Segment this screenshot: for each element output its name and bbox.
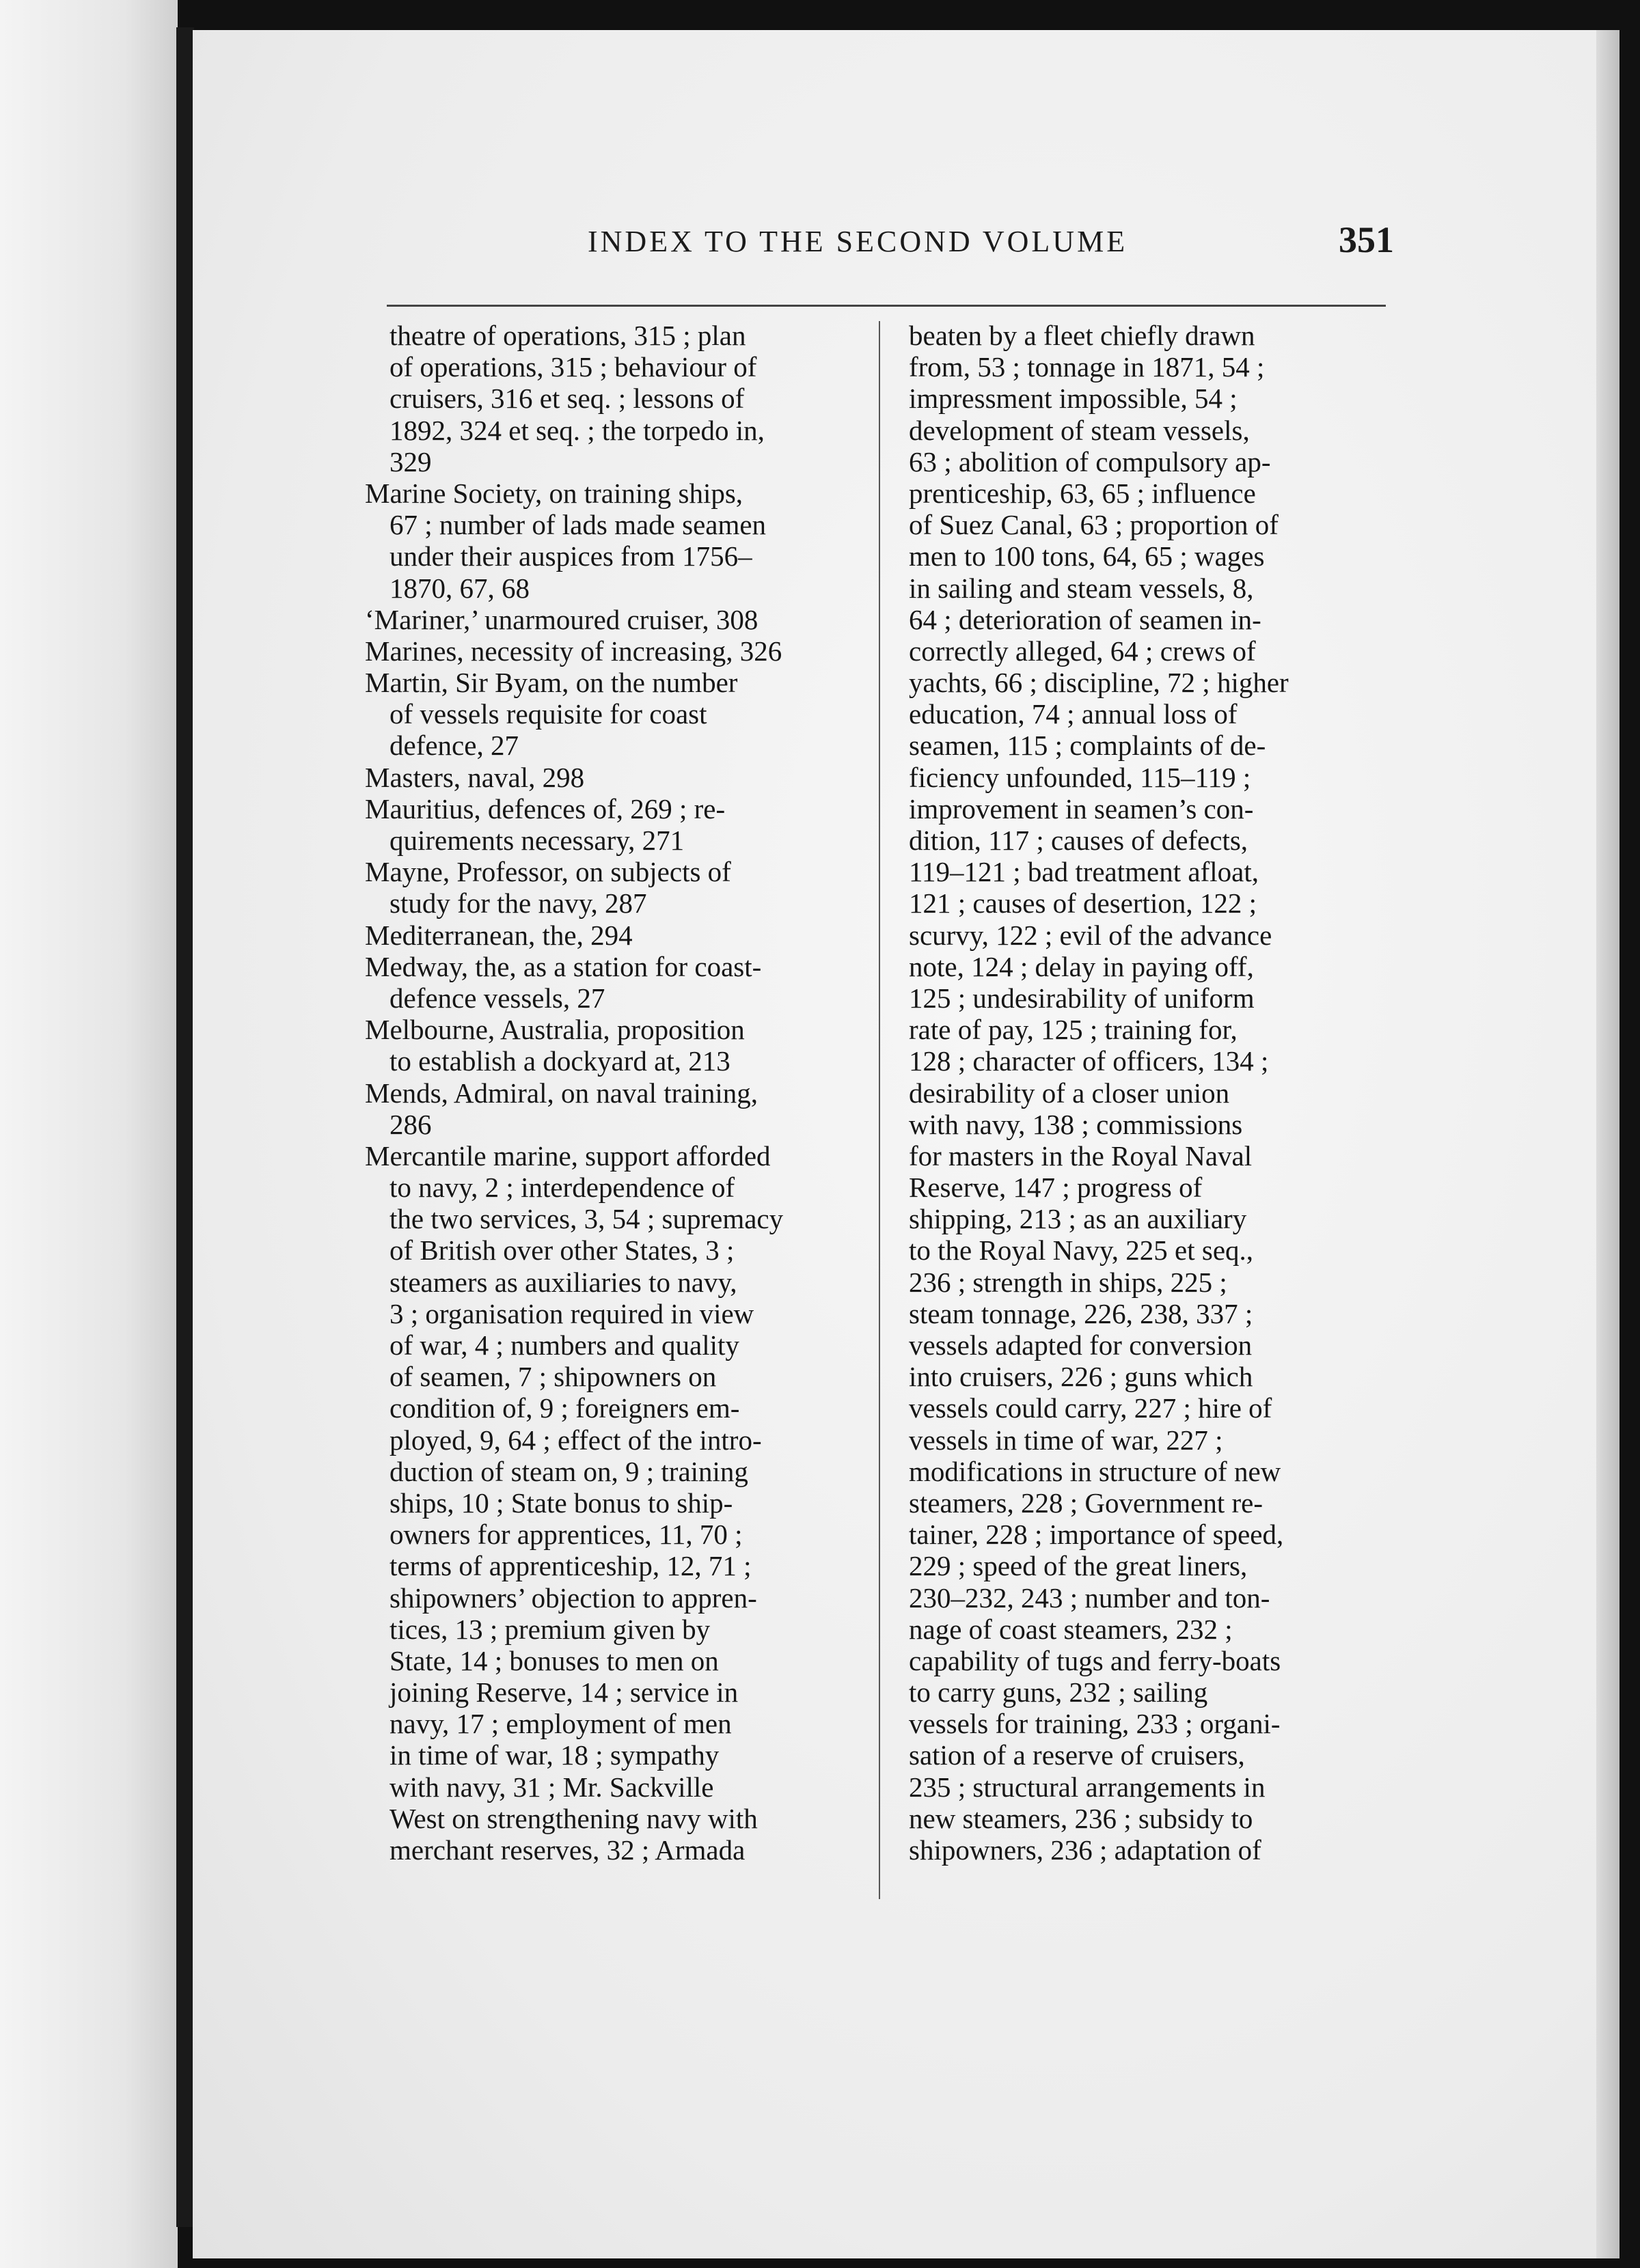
index-line: study for the navy, 287 (390, 887, 647, 919)
index-line: to establish a dockyard at, 213 (390, 1045, 730, 1077)
index-line: 329 (390, 445, 432, 478)
index-line: to the Royal Navy, 225 et seq., (909, 1234, 1254, 1267)
index-line: Melbourne, Australia, proposition (365, 1014, 745, 1046)
index-line: the two services, 3, 54 ; supremacy (390, 1203, 784, 1235)
index-line: seamen, 115 ; complaints of de- (909, 730, 1266, 762)
index-line: capability of tugs and ferry-boats (909, 1644, 1281, 1676)
index-line: in sailing and steam vessels, 8, (909, 572, 1254, 604)
index-line: of vessels requisite for coast (390, 698, 707, 730)
index-line: navy, 17 ; employment of men (390, 1708, 732, 1740)
index-line: tices, 13 ; premium given by (390, 1613, 711, 1645)
index-line: from, 53 ; tonnage in 1871, 54 ; (909, 351, 1265, 383)
index-line: West on strengthening navy with (390, 1802, 758, 1834)
index-line: 63 ; abolition of compulsory ap- (909, 445, 1271, 478)
index-line: scurvy, 122 ; evil of the advance (909, 919, 1272, 951)
index-line: condition of, 9 ; foreigners em- (390, 1392, 740, 1424)
index-line: development of steam vessels, (909, 414, 1250, 446)
index-column-right (909, 320, 1394, 1866)
book-gutter (176, 27, 194, 2227)
index-line: Mediterranean, the, 294 (365, 919, 633, 951)
index-line: Martin, Sir Byam, on the number (365, 667, 738, 699)
index-line: steam tonnage, 226, 238, 337 ; (909, 1297, 1253, 1329)
index-line: 119–121 ; bad treatment afloat, (909, 856, 1259, 888)
header-rule (387, 305, 1386, 307)
index-line: vessels could carry, 227 ; hire of (909, 1392, 1272, 1424)
index-line: Mayne, Professor, on subjects of (365, 856, 731, 888)
page-number: 351 (1339, 219, 1394, 260)
index-line: under their auspices from 1756– (390, 540, 752, 572)
index-line: steamers, 228 ; Government re- (909, 1486, 1263, 1519)
index-line: shipowners, 236 ; adaptation of (909, 1834, 1261, 1866)
index-line: new steamers, 236 ; subsidy to (909, 1802, 1253, 1834)
index-line: merchant reserves, 32 ; Armada (390, 1834, 746, 1866)
index-column-left (365, 320, 857, 1866)
index-line: dition, 117 ; causes of defects, (909, 825, 1248, 856)
index-line: steamers as auxiliaries to navy, (390, 1266, 737, 1298)
index-line: Medway, the, as a station for coast- (365, 950, 762, 982)
index-line: prenticeship, 63, 65 ; influence (909, 477, 1256, 509)
index-line: sation of a reserve of cruisers, (909, 1739, 1245, 1771)
index-line: tainer, 228 ; importance of speed, (909, 1519, 1284, 1551)
index-line: 3 ; organisation required in view (390, 1297, 754, 1329)
index-line: to navy, 2 ; interdependence of (390, 1172, 735, 1204)
running-head: INDEX TO THE SECOND VOLUME (588, 225, 1128, 258)
index-line: shipowners’ objection to appren- (390, 1581, 757, 1614)
index-line: Marine Society, on training ships, (365, 477, 743, 509)
index-line: 1892, 324 et seq. ; the torpedo in, (390, 414, 765, 446)
index-line: 128 ; character of officers, 134 ; (909, 1045, 1269, 1077)
index-line: to carry guns, 232 ; sailing (909, 1676, 1208, 1709)
index-line: 235 ; structural arrangements in (909, 1771, 1266, 1803)
index-line: Mercantile marine, support afforded (365, 1139, 771, 1172)
index-line: improvement in seamen’s con- (909, 792, 1254, 825)
index-line: in time of war, 18 ; sympathy (390, 1739, 720, 1771)
index-line: rate of pay, 125 ; training for, (909, 1014, 1238, 1046)
index-line: 286 (390, 1108, 432, 1140)
index-line: duction of steam on, 9 ; training (390, 1455, 748, 1487)
index-line: Marines, necessity of increasing, 326 (365, 635, 782, 667)
index-line: 1870, 67, 68 (390, 572, 530, 604)
facing-page-edge (0, 0, 178, 2268)
index-line: beaten by a fleet chiefly drawn (909, 320, 1255, 351)
index-line: 67 ; number of lads made seamen (390, 509, 767, 541)
index-line: of Suez Canal, 63 ; proportion of (909, 509, 1279, 541)
index-line: Mends, Admiral, on naval training, (365, 1077, 758, 1109)
index-line: correctly alleged, 64 ; crews of (909, 635, 1256, 667)
index-line: theatre of operations, 315 ; plan (390, 320, 746, 351)
index-line: of war, 4 ; numbers and quality (390, 1329, 739, 1361)
index-line: defence, 27 (390, 730, 519, 762)
index-line: cruisers, 316 et seq. ; lessons of (390, 383, 745, 415)
index-line: 236 ; strength in ships, 225 ; (909, 1266, 1227, 1298)
column-divider (879, 321, 880, 1899)
index-line: of operations, 315 ; behaviour of (390, 351, 757, 383)
index-line: 64 ; deterioration of seamen in- (909, 603, 1261, 635)
index-line: 230–232, 243 ; number and ton- (909, 1581, 1270, 1614)
index-line: modifications in structure of new (909, 1455, 1281, 1487)
index-line: 125 ; undesirability of uniform (909, 982, 1255, 1014)
index-line: Reserve, 147 ; progress of (909, 1172, 1203, 1204)
page-edge-shadow (1596, 30, 1620, 2258)
index-line: Masters, naval, 298 (365, 761, 585, 793)
page-header (396, 219, 1394, 273)
index-line: Mauritius, defences of, 269 ; re- (365, 792, 726, 825)
index-line: with navy, 31 ; Mr. Sackville (390, 1771, 714, 1803)
index-line: of British over other States, 3 ; (390, 1234, 735, 1267)
index-line: defence vessels, 27 (390, 982, 605, 1014)
index-line: note, 124 ; delay in paying off, (909, 950, 1254, 982)
index-line: men to 100 tons, 64, 65 ; wages (909, 540, 1265, 572)
index-line: vessels for training, 233 ; organi- (909, 1708, 1281, 1740)
index-line: shipping, 213 ; as an auxiliary (909, 1203, 1247, 1235)
index-line: owners for apprentices, 11, 70 ; (390, 1519, 743, 1551)
index-line: yachts, 66 ; discipline, 72 ; higher (909, 667, 1289, 699)
index-line: vessels in time of war, 227 ; (909, 1424, 1223, 1456)
index-line: vessels adapted for conversion (909, 1329, 1253, 1361)
index-line: ships, 10 ; State bonus to ship- (390, 1486, 733, 1519)
index-line: State, 14 ; bonuses to men on (390, 1644, 719, 1676)
index-line: joining Reserve, 14 ; service in (390, 1676, 739, 1709)
index-line: impressment impossible, 54 ; (909, 383, 1238, 415)
index-line: nage of coast steamers, 232 ; (909, 1613, 1233, 1645)
index-line: for masters in the Royal Naval (909, 1139, 1253, 1172)
index-line: of seamen, 7 ; shipowners on (390, 1361, 717, 1393)
index-line: 229 ; speed of the great liners, (909, 1550, 1248, 1582)
index-line: desirability of a closer union (909, 1077, 1230, 1109)
index-line: into cruisers, 226 ; guns which (909, 1361, 1253, 1393)
index-line: education, 74 ; annual loss of (909, 698, 1238, 730)
index-line: ficiency unfounded, 115–119 ; (909, 761, 1251, 793)
index-line: quirements necessary, 271 (390, 825, 685, 856)
index-line: terms of apprenticeship, 12, 71 ; (390, 1550, 752, 1582)
index-line: ployed, 9, 64 ; effect of the intro- (390, 1424, 762, 1456)
index-line: ‘Mariner,’ unarmoured cruiser, 308 (365, 603, 758, 635)
index-line: with navy, 138 ; commissions (909, 1108, 1243, 1140)
index-line: 121 ; causes of desertion, 122 ; (909, 887, 1257, 919)
